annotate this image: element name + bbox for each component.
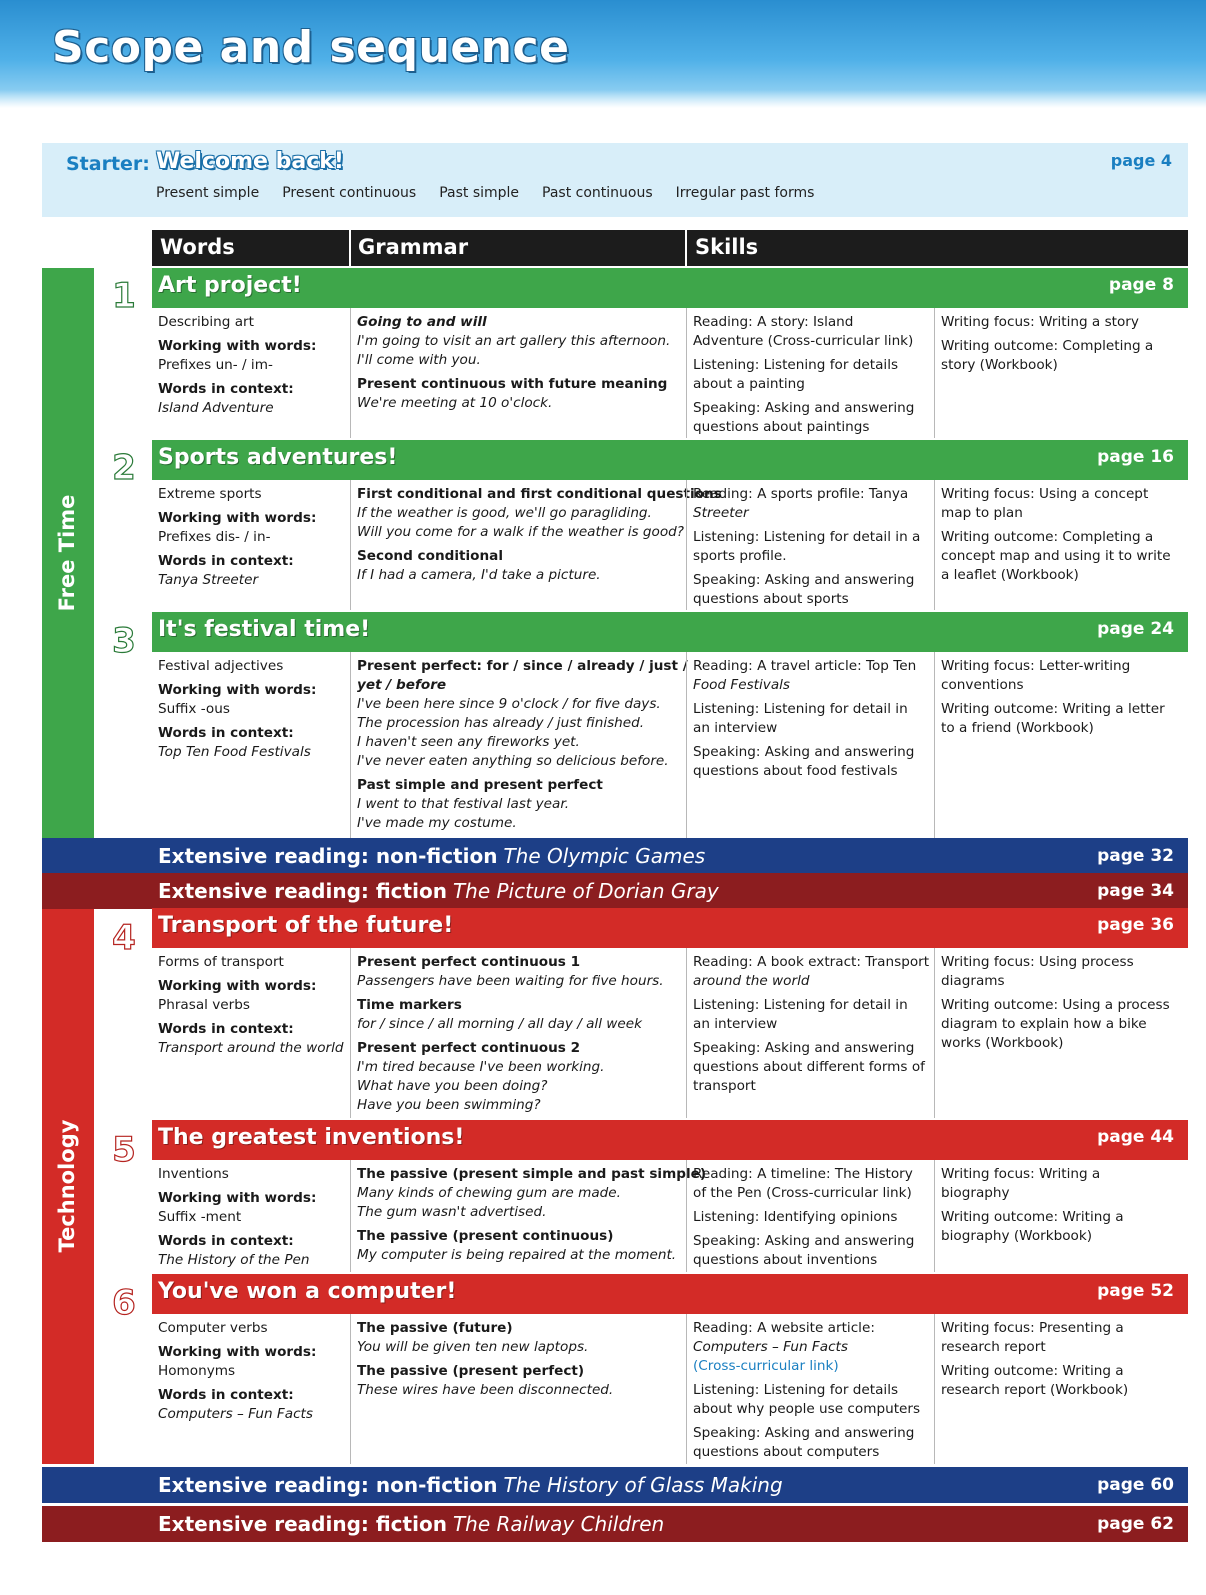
writing-line: story (Workbook) xyxy=(941,357,1058,373)
words-line: Working with words: xyxy=(158,682,317,698)
extensive-reading-label xyxy=(158,844,705,868)
grammar-line: We're meeting at 10 o'clock. xyxy=(357,395,553,411)
starter-topic: Past simple xyxy=(439,185,520,201)
skills-line: Reading: A timeline: The History xyxy=(693,1166,913,1182)
grammar-line: for / since / all morning / all day / all week xyxy=(357,1016,643,1032)
skills-line: Reading: A book extract: Transport xyxy=(693,954,930,970)
skills-line: questions about computers xyxy=(693,1444,880,1460)
starter-page-link[interactable]: page 4 xyxy=(1110,151,1172,170)
writing-line: map to plan xyxy=(941,505,1023,521)
writing-cell xyxy=(934,652,1188,838)
grammar-line: You will be given ten new laptops. xyxy=(357,1339,589,1355)
extensive-reading-label xyxy=(158,1512,664,1536)
grammar-line: I've been here since 9 o'clock / for five days. xyxy=(357,696,661,712)
skills-line: Listening: Identifying opinions xyxy=(693,1209,898,1225)
unit-number: 4 xyxy=(112,918,136,958)
unit-page-link[interactable]: page 8 xyxy=(1108,275,1174,295)
column-header-bar xyxy=(152,230,1188,266)
skills-line: Computers – Fun Facts xyxy=(693,1339,848,1355)
grammar-line: Present perfect continuous 1 xyxy=(357,954,581,970)
extensive-reading-page-link[interactable]: page 32 xyxy=(1097,846,1174,866)
extensive-reading-type: Extensive reading: fiction xyxy=(158,1512,447,1536)
grammar-line: Second conditional xyxy=(357,548,504,564)
words-line: Computer verbs xyxy=(158,1320,268,1336)
grammar-line: The passive (present simple and past simple) xyxy=(357,1166,707,1182)
unit-number: 2 xyxy=(112,448,136,488)
words-cell xyxy=(152,1160,350,1272)
extensive-reading-band xyxy=(42,1506,1188,1542)
column-divider xyxy=(685,230,687,266)
grammar-line: Present perfect continuous 2 xyxy=(357,1040,581,1056)
grammar-line: yet / before xyxy=(357,677,447,693)
unit-number: 3 xyxy=(112,621,136,661)
extensive-reading-type: Extensive reading: non-fiction xyxy=(158,1473,498,1497)
grammar-line: Past simple and present perfect xyxy=(357,777,603,793)
unit-title: You've won a computer! xyxy=(158,1279,457,1304)
words-line: Describing art xyxy=(158,314,254,330)
skills-line: Adventure (Cross-curricular link) xyxy=(693,333,914,349)
writing-line: Writing focus: Using a concept xyxy=(941,486,1149,502)
grammar-line: I've never eaten anything so delicious before. xyxy=(357,753,669,769)
grammar-line: What have you been doing? xyxy=(357,1078,548,1094)
skills-line: Listening: Listening for detail in xyxy=(693,701,908,717)
writing-line: Writing outcome: Writing a letter xyxy=(941,701,1165,717)
skills-line: questions about paintings xyxy=(693,419,870,435)
words-line: Words in context: xyxy=(158,1387,294,1403)
unit-page-link[interactable]: page 16 xyxy=(1097,447,1174,467)
grammar-line: The procession has already / just finished. xyxy=(357,715,645,731)
writing-line: biography (Workbook) xyxy=(941,1228,1093,1244)
grammar-line: Time markers xyxy=(357,997,462,1013)
extensive-reading-band xyxy=(42,873,1188,909)
extensive-reading-band xyxy=(42,1467,1188,1503)
grammar-line: Have you been swimming? xyxy=(357,1097,541,1113)
unit-title: It's festival time! xyxy=(158,617,371,642)
unit-header xyxy=(152,1120,1188,1160)
extensive-reading-title: The Picture of Dorian Gray xyxy=(452,879,719,903)
words-line: Working with words: xyxy=(158,1190,317,1206)
grammar-line: If the weather is good, we'll go paragliding. xyxy=(357,505,652,521)
words-cell xyxy=(152,652,350,838)
words-line: Words in context: xyxy=(158,553,294,569)
starter-title: Welcome back! xyxy=(156,149,344,174)
skills-line: Food Festivals xyxy=(693,677,791,693)
writing-line: research report xyxy=(941,1339,1046,1355)
skills-cell xyxy=(686,1160,934,1272)
writing-line: Writing focus: Writing a xyxy=(941,1166,1101,1182)
words-line: Suffix -ous xyxy=(158,701,230,717)
words-cell xyxy=(152,948,350,1118)
writing-line: Writing focus: Writing a story xyxy=(941,314,1139,330)
words-line: Prefixes dis- / in- xyxy=(158,529,271,545)
words-line: Prefixes un- / im- xyxy=(158,357,273,373)
extensive-reading-title: The History of Glass Making xyxy=(503,1473,783,1497)
skills-line: an interview xyxy=(693,720,778,736)
skills-cell xyxy=(686,652,934,838)
unit-header xyxy=(152,612,1188,652)
unit-body xyxy=(152,652,1188,838)
unit-body xyxy=(152,948,1188,1118)
unit-page-link[interactable]: page 44 xyxy=(1097,1127,1174,1147)
grammar-line: Many kinds of chewing gum are made. xyxy=(357,1185,621,1201)
grammar-line: The gum wasn't advertised. xyxy=(357,1204,547,1220)
skills-line: questions about sports xyxy=(693,591,849,607)
skills-cell xyxy=(686,480,934,610)
extensive-reading-page-link[interactable]: page 34 xyxy=(1097,881,1174,901)
writing-line: Writing outcome: Writing a xyxy=(941,1363,1124,1379)
grammar-line: Going to and will xyxy=(357,314,487,330)
grammar-cell xyxy=(350,308,686,438)
unit-number: 6 xyxy=(112,1283,136,1323)
theme-bar-free-time xyxy=(42,268,92,838)
words-line: Extreme sports xyxy=(158,486,262,502)
grammar-line: Present perfect: for / since / already / just / xyxy=(357,658,688,674)
words-line: Tanya Streeter xyxy=(158,572,259,588)
unit-body xyxy=(152,308,1188,438)
starter-topics xyxy=(156,185,814,201)
writing-line: Writing outcome: Writing a xyxy=(941,1209,1124,1225)
starter-label: Starter: xyxy=(66,153,150,175)
words-line: Inventions xyxy=(158,1166,229,1182)
writing-cell xyxy=(934,1160,1188,1272)
words-line: Working with words: xyxy=(158,338,317,354)
words-line: Suffix -ment xyxy=(158,1209,242,1225)
grammar-line: The passive (future) xyxy=(357,1320,513,1336)
words-line: Words in context: xyxy=(158,725,294,741)
grammar-line: The passive (present perfect) xyxy=(357,1363,585,1379)
grammar-line: I haven't seen any fireworks yet. xyxy=(357,734,580,750)
unit-title: Sports adventures! xyxy=(158,445,398,470)
skills-line: (Cross-curricular link) xyxy=(693,1358,839,1374)
column-header-skills: Skills xyxy=(695,235,759,259)
grammar-cell xyxy=(350,948,686,1118)
grammar-line: I'm going to visit an art gallery this afternoon. xyxy=(357,333,671,349)
column-header-grammar: Grammar xyxy=(358,235,469,259)
skills-line: Speaking: Asking and answering xyxy=(693,572,915,588)
column-header-words: Words xyxy=(160,235,235,259)
unit-number: 1 xyxy=(112,276,136,316)
grammar-line: I went to that festival last year. xyxy=(357,796,570,812)
skills-line: of the Pen (Cross-curricular link) xyxy=(693,1185,912,1201)
extensive-reading-type: Extensive reading: fiction xyxy=(158,879,447,903)
extensive-reading-title: The Railway Children xyxy=(452,1512,665,1536)
skills-line: questions about food festivals xyxy=(693,763,898,779)
words-line: Computers – Fun Facts xyxy=(158,1406,313,1422)
starter-topic: Present simple xyxy=(156,185,260,201)
writing-line: diagrams xyxy=(941,973,1005,989)
starter-topic: Present continuous xyxy=(282,185,417,201)
theme-label-free-time: Free Time xyxy=(55,494,79,612)
extensive-reading-label xyxy=(158,879,719,903)
extensive-reading-label xyxy=(158,1473,783,1497)
skills-line: Listening: Listening for details xyxy=(693,357,899,373)
grammar-line: I'll come with you. xyxy=(357,352,481,368)
writing-line: Writing focus: Presenting a xyxy=(941,1320,1124,1336)
skills-cell xyxy=(686,1314,934,1464)
grammar-cell xyxy=(350,652,686,838)
skills-line: Reading: A sports profile: Tanya xyxy=(693,486,909,502)
unit-body xyxy=(152,480,1188,610)
skills-line: Speaking: Asking and answering xyxy=(693,1233,915,1249)
unit-header xyxy=(152,440,1188,480)
extensive-reading-page-link[interactable]: page 62 xyxy=(1097,1514,1174,1534)
grammar-line: These wires have been disconnected. xyxy=(357,1382,614,1398)
writing-line: research report (Workbook) xyxy=(941,1382,1129,1398)
theme-label-technology: Technology xyxy=(55,1119,79,1253)
writing-cell xyxy=(934,480,1188,610)
unit-number-column xyxy=(92,268,152,838)
unit-header xyxy=(152,268,1188,308)
unit-header xyxy=(152,908,1188,948)
skills-line: Reading: A travel article: Top Ten xyxy=(693,658,917,674)
grammar-cell xyxy=(350,1160,707,1272)
words-line: Transport around the world xyxy=(158,1040,344,1056)
words-line: Homonyms xyxy=(158,1363,236,1379)
unit-title: The greatest inventions! xyxy=(158,1125,465,1150)
unit-page-link[interactable]: page 36 xyxy=(1097,915,1174,935)
writing-line: biography xyxy=(941,1185,1010,1201)
grammar-cell xyxy=(350,1314,686,1464)
starter-topic: Irregular past forms xyxy=(675,185,815,201)
skills-line: Speaking: Asking and answering xyxy=(693,1040,915,1056)
writing-line: works (Workbook) xyxy=(941,1035,1064,1051)
skills-line: sports profile. xyxy=(693,548,787,564)
unit-page-link[interactable]: page 52 xyxy=(1097,1281,1174,1301)
writing-cell xyxy=(934,948,1188,1118)
unit-body xyxy=(152,1160,1188,1272)
skills-line: about why people use computers xyxy=(693,1401,921,1417)
words-cell xyxy=(152,308,350,438)
unit-title: Art project! xyxy=(158,273,302,298)
words-cell xyxy=(152,1314,350,1464)
skills-line: Listening: Listening for detail in a xyxy=(693,529,921,545)
extensive-reading-page-link[interactable]: page 60 xyxy=(1097,1475,1174,1495)
skills-line: Reading: A website article: xyxy=(693,1320,875,1336)
writing-line: Writing outcome: Completing a xyxy=(941,338,1154,354)
words-line: Island Adventure xyxy=(158,400,274,416)
starter-section xyxy=(42,143,1188,217)
writing-line: concept map and using it to write xyxy=(941,548,1171,564)
writing-line: Writing focus: Using process xyxy=(941,954,1134,970)
skills-line: Reading: A story: Island xyxy=(693,314,854,330)
unit-page-link[interactable]: page 24 xyxy=(1097,619,1174,639)
words-line: Words in context: xyxy=(158,1233,294,1249)
grammar-line: My computer is being repaired at the moment. xyxy=(357,1247,677,1263)
words-line: Forms of transport xyxy=(158,954,284,970)
skills-line: Speaking: Asking and answering xyxy=(693,744,915,760)
theme-bar-technology xyxy=(42,908,92,1464)
grammar-line: Passengers have been waiting for five hours. xyxy=(357,973,664,989)
skills-line: Listening: Listening for details xyxy=(693,1382,899,1398)
writing-line: to a friend (Workbook) xyxy=(941,720,1094,736)
grammar-line: I'm tired because I've been working. xyxy=(357,1059,605,1075)
extensive-reading-band xyxy=(42,838,1188,874)
writing-line: diagram to explain how a bike xyxy=(941,1016,1147,1032)
skills-line: about a painting xyxy=(693,376,805,392)
extensive-reading-type: Extensive reading: non-fiction xyxy=(158,844,498,868)
writing-line: a leaflet (Workbook) xyxy=(941,567,1079,583)
unit-number-column xyxy=(92,908,152,1464)
writing-cell xyxy=(934,308,1188,438)
extensive-reading-title: The Olympic Games xyxy=(503,844,706,868)
words-line: Phrasal verbs xyxy=(158,997,250,1013)
writing-line: conventions xyxy=(941,677,1024,693)
words-line: Working with words: xyxy=(158,1344,317,1360)
words-line: Words in context: xyxy=(158,1021,294,1037)
unit-body xyxy=(152,1314,1188,1464)
grammar-line: Will you come for a walk if the weather is good? xyxy=(357,524,685,540)
words-line: Top Ten Food Festivals xyxy=(158,744,311,760)
grammar-line: The passive (present continuous) xyxy=(357,1228,614,1244)
skills-line: around the world xyxy=(693,973,810,989)
skills-cell xyxy=(686,948,934,1118)
skills-line: questions about inventions xyxy=(693,1252,878,1268)
words-line: Working with words: xyxy=(158,978,317,994)
skills-line: Streeter xyxy=(693,505,749,521)
unit-title: Transport of the future! xyxy=(158,913,454,938)
writing-cell xyxy=(934,1314,1188,1464)
words-line: Working with words: xyxy=(158,510,317,526)
skills-line: an interview xyxy=(693,1016,778,1032)
page-title: Scope and sequence xyxy=(52,22,570,73)
skills-line: Speaking: Asking and answering xyxy=(693,400,915,416)
words-cell xyxy=(152,480,350,610)
grammar-line: First conditional and first conditional questions xyxy=(357,486,722,502)
words-line: Festival adjectives xyxy=(158,658,284,674)
skills-line: Listening: Listening for detail in xyxy=(693,997,908,1013)
writing-line: Writing focus: Letter-writing xyxy=(941,658,1131,674)
writing-line: Writing outcome: Completing a xyxy=(941,529,1154,545)
unit-header xyxy=(152,1274,1188,1314)
starter-topic: Past continuous xyxy=(542,185,653,201)
skills-cell xyxy=(686,308,934,438)
skills-line: transport xyxy=(693,1078,756,1094)
column-divider xyxy=(349,230,351,266)
grammar-line: If I had a camera, I'd take a picture. xyxy=(357,567,601,583)
unit-number: 5 xyxy=(112,1130,136,1170)
skills-line: Speaking: Asking and answering xyxy=(693,1425,915,1441)
skills-line: questions about different forms of xyxy=(693,1059,925,1075)
words-line: The History of the Pen xyxy=(158,1252,310,1268)
grammar-line: I've made my costume. xyxy=(357,815,517,831)
grammar-line: Present continuous with future meaning xyxy=(357,376,668,392)
words-line: Words in context: xyxy=(158,381,294,397)
writing-line: Writing outcome: Using a process xyxy=(941,997,1170,1013)
